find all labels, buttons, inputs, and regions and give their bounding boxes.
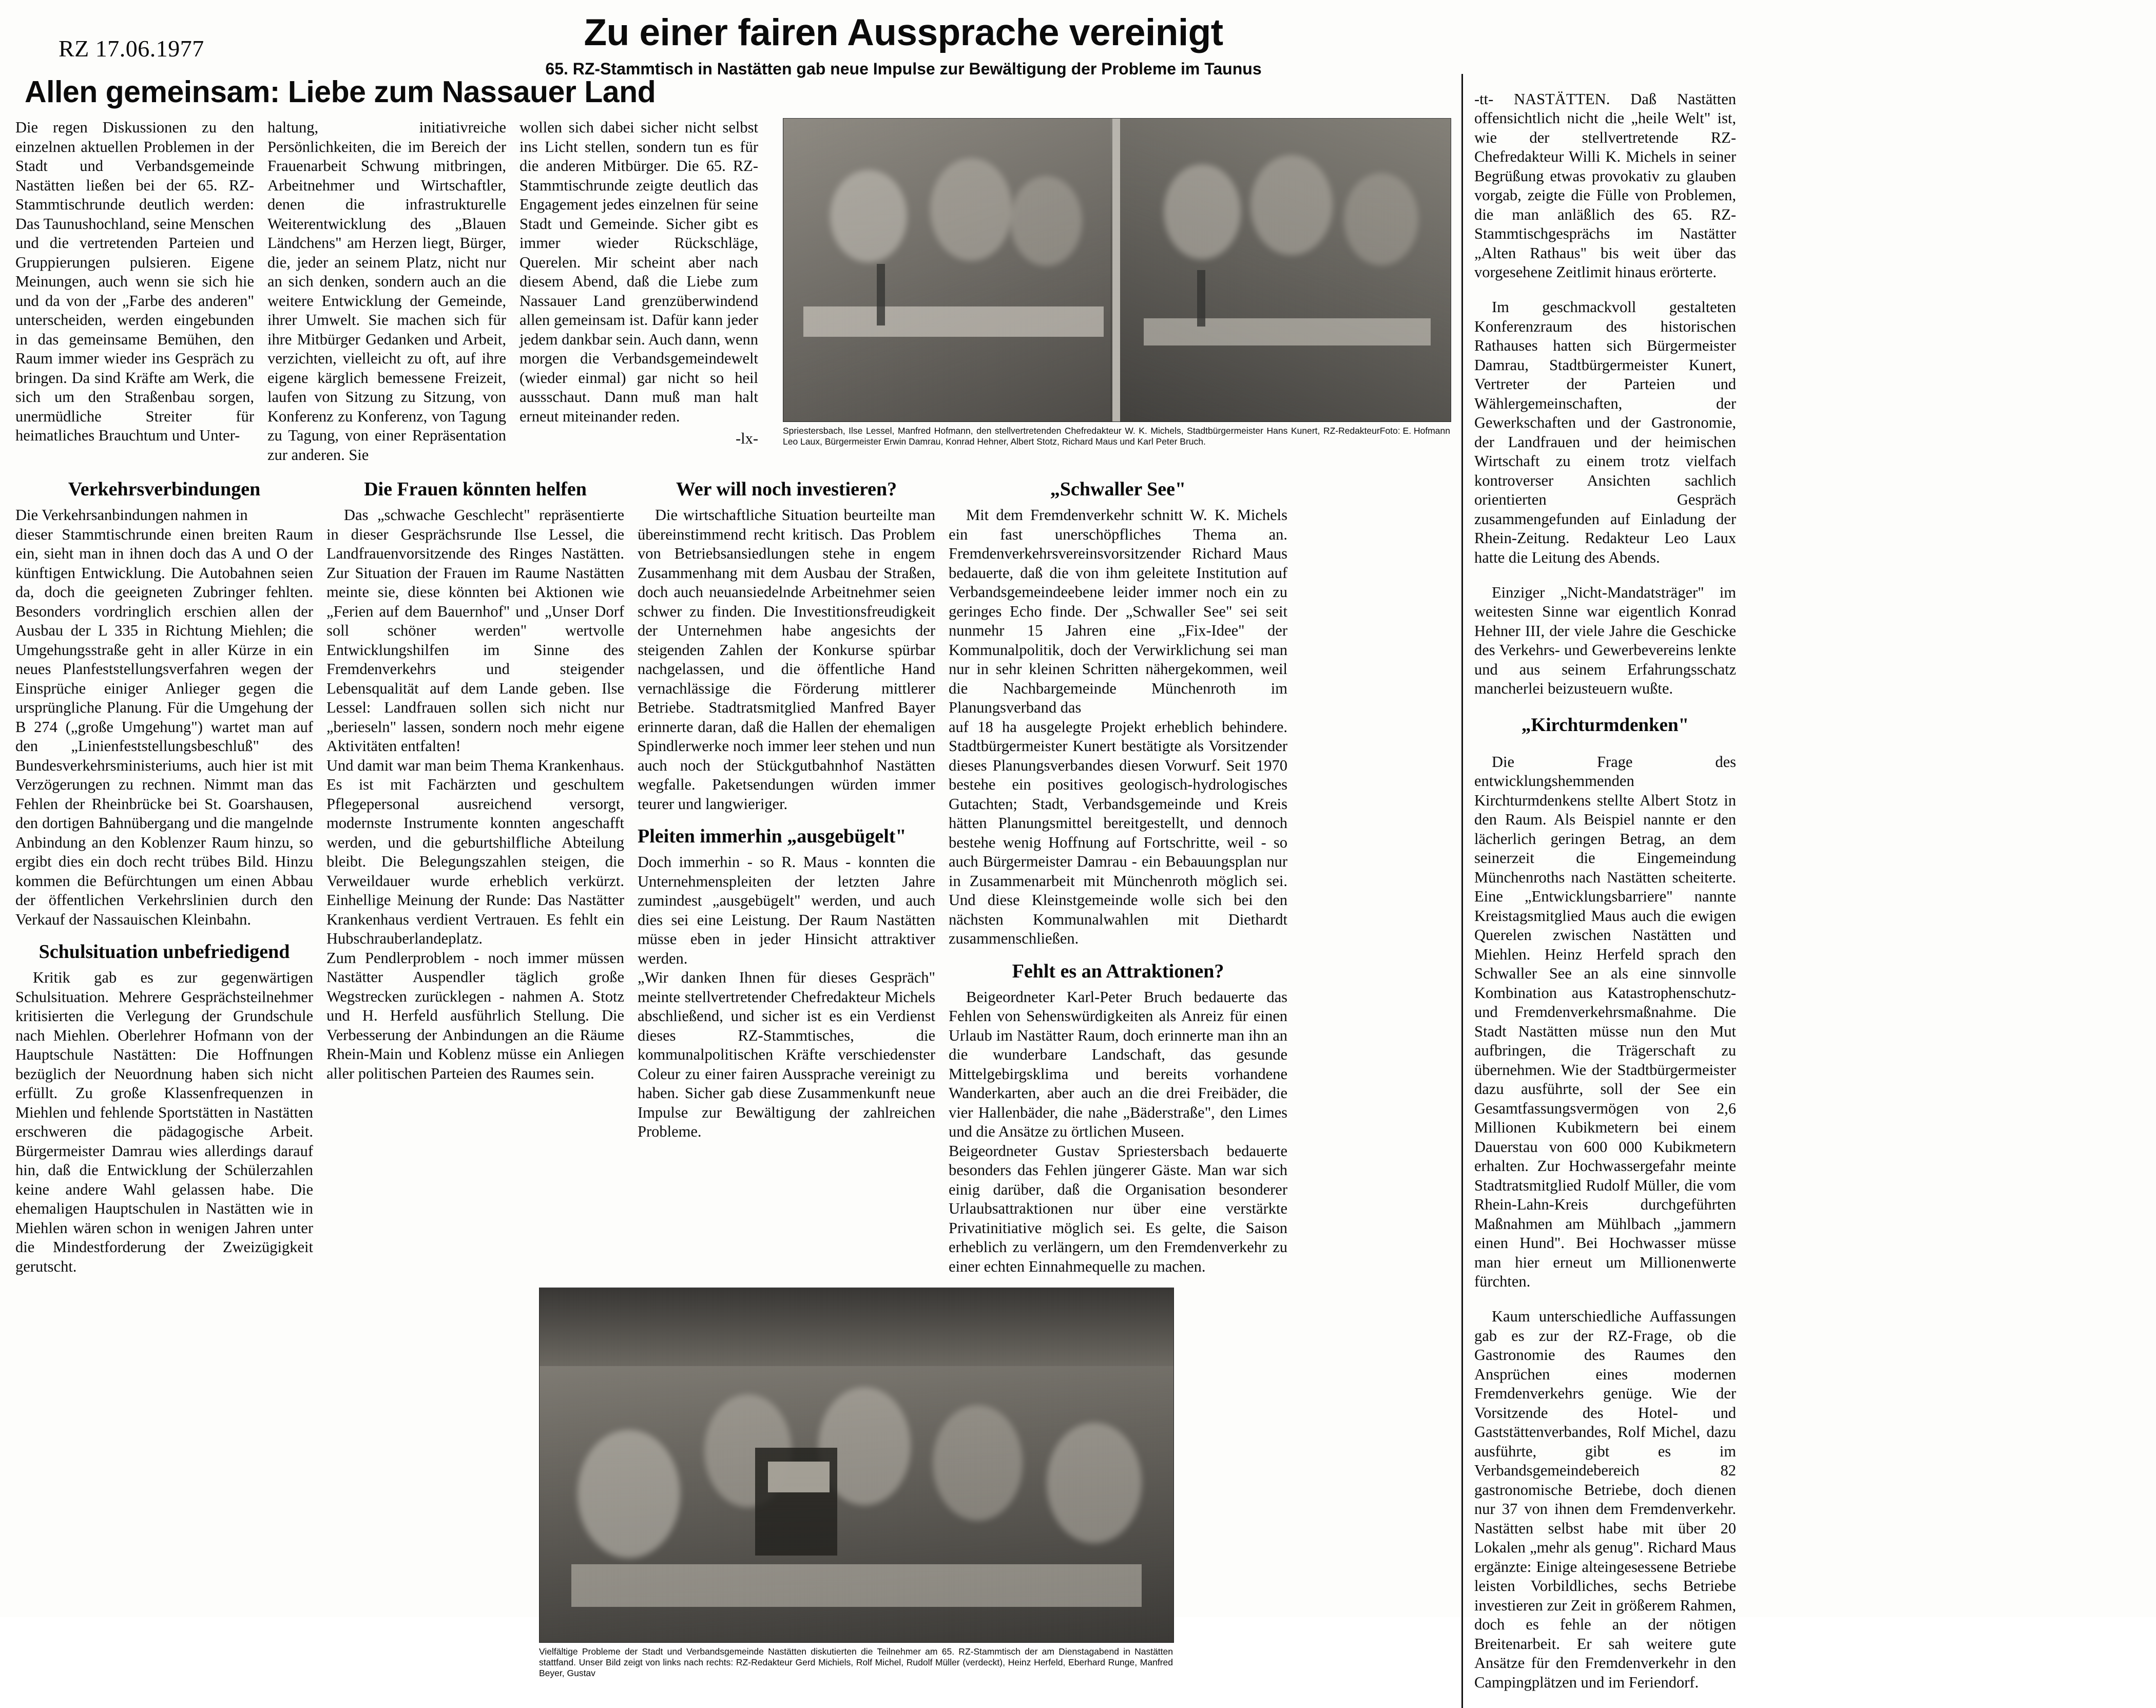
- column-3: [638, 478, 935, 1142]
- pleiten-paragraph-1: Doch immerhin - so R. Maus - konnten die Unternehmenspleiten der letzten Jahre zumindest „ausgebügelt" werden, und auch dies sei eine Leistung. Der Raum Nastätten müsse eben in jeder Hinsicht attraktiver werden.: [638, 853, 935, 967]
- page-subtitle: 65. RZ-Stammtisch in Nastätten gab neue Impulse zur Bewältigung der Probleme im Taunus: [545, 60, 1262, 78]
- investieren-paragraph-1: Die wirtschaftliche Situation beurteilte man übereinstimmend recht kritisch. Das Problem von Betriebsansiedlungen stehe in engem Zusammenhang mit dem Ausbau der Straßen, doch auch neuansiedelnde Arbeitnehmer seien schwer zu finden. Die Investitionsfreudigkeit der Unternehmen habe angesichts der steigenden Zahlen der Konkurse spürbar nachgelassen, und die öffentliche Hand vernachlässige die Förderung mittlerer Betriebe. Stadtratsmitglied Manfred Bayer erinnerte daran, daß die Hallen der ehemaligen Spindlerwerke noch immer leer stehen und nun auch noch der Stückgutbahnhof Nastätten wegfalle. Paketsendungen würden immer teurer und langwieriger.: [638, 506, 935, 813]
- lead-column-2: [267, 118, 506, 465]
- schule-paragraph-1: Kritik gab es zur gegenwärtigen Schulsituation. Mehrere Gesprächsteilnehmer kritisierten die Verlegung der Grundschule nach Miehlen. Oberlehrer Hofmann von der Hauptschule Nastätten: Die Hoffnungen bezüglich der Neuordnung haben sich nicht erfüllt. Zu große Klassenfrequenzen in Miehlen und fehlende Sportstätten in Nastätten erschweren die pädagogische Arbeit. Bürgermeister Damrau wies allerdings darauf hin, daß die Entwicklung der Schülerzahlen keine andere Wahl gelassen habe. Die ehemaligen Hauptschulen in Nastätten wie in Miehlen wären schon in wenigen Jahren unter die Mindestforderung der Zweizügigkeit gerutscht.: [15, 969, 313, 1275]
- verkehr-paragraph-2: dieser Stammtischrunde einen breiten Raum ein, sieht man in ihnen doch das A und O der künftigen Entwicklung. Die Autobahnen seien da, doch die geeigneten Zubringer fehlten. Besonders vordringlich erschien allen der Ausbau der L 335 in Richtung Miehlen; die Umgehungsstraße geht in aller Kürze in ein neues Planfeststellungsverfahren wegen der Einsprüche einiger Anlieger gegen die ursprüngliche Planung. Für die Umgehung der B 274 („große Umgehung") wartet man auf den „Linienfeststellungsbeschluß" des Bundesverkehrsministeriums, auch hier ist mit Verzögerungen zu rechnen. Nimmt man das Fehlen der Rheinbrücke bei St. Goarshausen, den dortigen Bahnübergang und die mangelnde Anbindung an den Koblenzer Raum hinzu, so ergibt dies ein doch recht trübes Bild. Hinzu kommen die Befürchtungen um einen Abbau der öffentlichen Verkehrslinien durch den Verkauf der Nassauischen Kleinbahn.: [15, 525, 313, 928]
- main-article-zone: [15, 74, 1450, 1678]
- section-heading-verkehr: Verkehrsverbindungen: [68, 478, 261, 500]
- lead-paragraph-2: haltung, initiativreiche Persönlichkeiten, die im Bereich der Frauenarbeit Schwung mitbringen, Arbeitnehmer und Wirtschaftler, denen die infrastrukturelle Weiterentwicklung des „Blauen Ländchens" am Herzen liegt, Bürger, die, jeder an seinem Platz, nicht nur an sich denken, sondern auch an die weitere Entwicklung der Gemeinde, ihrer Umwelt. Sie machen sich für ihre Mitbürger Gedanken und Arbeit, verzichten, vielleicht zu oft, auf ihre eigene kärglich bemessene Freizeit, laufen von Sitzung zu Sitzung, von Konferenz zu Konferenz, von Tagung zu Tagung, von einer Repräsentation zur anderen. Sie: [267, 119, 506, 464]
- lead-block: [15, 118, 1450, 465]
- bottom-photo-block: [539, 1288, 1173, 1679]
- frauen-paragraph-2: Und damit war man beim Thema Krankenhaus. Es ist mit Fachärzten und geschultem Pflegepersonal ausreichend versorgt, modernste Instrumente konnten angeschafft werden, und die geburtshilfliche Abteilung bleibt. Die Belegungszahlen steigen, die Verweildauer wurde erheblich verkürzt. Einhellige Meinung der Runde: Das Nastätter Krankenhaus verdient Vertrauen. Es fehlt ein Hubschrauberlandeplatz.: [326, 756, 624, 947]
- pleiten-paragraph-2: „Wir danken Ihnen für dieses Gespräch" meinte stellvertretender Chefredakteur Michels abschließend, und sicher ist es ein Verdienst dieses RZ-Stammtisches, die kommunalpolitischen Kräfte verschiedenster Coleur zu einer fairen Aussprache vereinigt zu haben. Sicher gab diese Zusammenkunft neue Impulse zur Bewältigung der zahlreichen Probleme.: [638, 969, 935, 1140]
- frauen-paragraph-3: Zum Pendlerproblem - noch immer müssen Nastätter Auspendler täglich große Wegstrecken zurücklegen - nahmen A. Stotz und H. Herfeld ausführlich Stellung. Die Verbesserung der Anbindungen an die Räume Rhein-Main und Koblenz müsse ein Anliegen aller politischen Parteien des Raumes sein.: [326, 949, 624, 1082]
- section-heading-schule: Schulsituation unbefriedigend: [38, 941, 290, 963]
- section-heading-pleiten: Pleiten immerhin „ausgebügelt": [638, 826, 907, 847]
- top-photo-caption-text: Spriestersbach, Ilse Lessel, Manfred Hofmann, den stellvertretenden Chefredakteur W. K. Michels, Stadtbürgermeister Hans Kunert, RZ-Redakteur Leo Laux, Bürgermeister Erwin Damrau, Konrad Hehner, Albert Stotz, Richard Maus und Karl Peter Bruch.: [783, 426, 1380, 447]
- article-columns: [15, 478, 1450, 1276]
- page-title: Zu einer fairen Aussprache vereinigt: [584, 12, 1223, 53]
- rail-paragraph-2: Im geschmackvoll gestalteten Konferenzraum des historischen Rathauses hatten sich Bürgermeister Damrau, Stadtbürgermeister Kunert, Vertreter der Parteien und Wählergemeinschaften, der Gewerkschaften und der Gastronomie, der Landfrauen und der heimischen Wirtschaft zu einem trotz vielfach kontroverser Ansichten sachlich orientierten Gespräch zusammengefunden auf Einladung der Rhein-Zeitung. Redakteur Leo Laux hatte die Leitung des Abends.: [1474, 298, 1736, 566]
- photo-stammtisch-table: [783, 118, 1451, 422]
- verkehr-paragraph-1: Die Verkehrsanbindungen nahmen in: [15, 506, 248, 524]
- lead-paragraph-1: Die regen Diskussionen zu den einzelnen aktuellen Problemen in der Stadt und Verbandsgemeinde Nastätten ließen bei der 65. RZ-Stammtischrunde deutlich werden: Das Taunushochland, seine Menschen und die vertretenden Parteien und Gruppierungen pulsieren. Eigene Meinungen, auch wenn sie sich hie und da von der „Farbe des anderen" unterscheiden, werden eingebunden in das gemeinsame Bemühen, den Raum immer wieder ins Gespräch zu bringen. Da sind Kräfte am Werk, die sich um den Straßenbau sorgen, unermüdliche Streiter für heimatliches Brauchtum und Unter-: [15, 119, 254, 444]
- top-photo-block: [783, 118, 1450, 447]
- attraktionen-paragraph-2: Beigeordneter Gustav Spriestersbach bedauerte besonders das Fehlen jüngerer Gäste. Man war sich einig darüber, daß die Organisation besonderer Urlaubsattraktionen nur über eine verstärkte Privatinitiative möglich sei. Es gelte, die Saison erheblich zu verlängern, um den Fremdenverkehr zu einer echten Einnahmequelle zu machen.: [949, 1142, 1287, 1275]
- article-banner-headline: Allen gemeinsam: Liebe zum Nassauer Land: [25, 75, 656, 109]
- section-heading-kirchturmdenken: „Kirchturmdenken": [1521, 715, 1689, 736]
- lead-paragraph-3: wollen sich dabei sicher nicht selbst ins Licht stellen, sondern tun es für die anderen Mitbürger. Die 65. RZ-Stammtischrunde zeigte deutlich das Engagement jedes einzelnen für seine Stadt und Gemeinde. Sicher gibt es immer wieder Rückschläge, Querelen. Mir scheint aber nach diesem Abend, daß die Liebe zum Nassauer Land grenzüberwindend allen gemeinsam ist. Dafür kann jeder jedem dankbar sein. Auch dann, wenn morgen die Verbandsgemeindewelt (wieder einmal) gar nicht so heil aussschaut. Dann muß man halt erneut miteinander reden.: [519, 119, 758, 425]
- photo-stammtisch-group: [539, 1288, 1174, 1643]
- column-1: [15, 478, 313, 1276]
- masthead: [15, 12, 2141, 78]
- headline-block: [185, 13, 1622, 79]
- lead-signature: -lx-: [735, 430, 758, 447]
- rail-paragraph-5: Kaum unterschiedliche Auffassungen gab es zur der RZ-Frage, ob die Gastronomie des Raumes den Ansprüchen eines modernen Fremdenverkehrs genüge. Wie der Vorsitzende des Hotel- und Gaststättenverbandes, Rolf Michel, dazu ausführte, gibt es im Verbandsgemeindebereich 82 gastronomische Betriebe, doch dienen nur 37 von ihnen dem Fremdenverkehr. Nastätten selbst habe mit über 20 Lokalen „mehr als genug". Richard Maus ergänzte: Einige alteingesessene Betriebe leisten Vorbildliches, sechs Betriebe investieren zur Zeit in größerem Rahmen, doch es fehle an der nötigen Breitenarbeit. Er sah weitere gute Ansätze für den Fremdenverkehr in den Campingplätzen und im Feriendorf.: [1474, 1308, 1736, 1691]
- issue-date: RZ 17.06.1977: [59, 35, 204, 62]
- top-photo-caption: [783, 426, 1450, 447]
- section-heading-schwaller: „Schwaller See": [1050, 478, 1186, 500]
- column-2: [326, 478, 624, 1083]
- rail-paragraph-1: -tt- NASTÄTTEN. Daß Nastätten offensichtlich nicht die „heile Welt" ist, wie der stellvertretende RZ-Chefredakteur Willi K. Michels in seiner Begrüßung etwas provokativ zu glauben vorgab, zeigte die Fülle von Problemen, die man anläßlich des 65. RZ-Stammtischgesprächs im Nastätter „Alten Rathaus" bis weit über das vorgesehene Zeitlimit hinaus erörterte.: [1474, 90, 1736, 281]
- sidebar-article: [1474, 74, 1736, 1708]
- section-heading-frauen: Die Frauen könnten helfen: [364, 478, 587, 500]
- rail-paragraph-4: Die Frage des entwicklungshemmenden Kirchturmdenkens stellte Albert Stotz in den Raum. Als Beispiel nannte er den lächerlich geringen Betrag, an dem seinerzeit die Eingemeindung Münchenroths nach Nastätten scheiterte. Eine „Entwicklungsbarriere" nannte Kreistagsmitglied Maus auch die ewigen Querelen zwischen Nastätten und Miehlen. Heinz Herfeld sprach den Schwaller See an als eine sinnvolle Kombination aus Katastrophenschutz- und Fremdenverkehrsmaßnahme. Die Stadt Nastätten müsse nun den Mut aufbringen, die Trägerschaft zu übernehmen. Wie der Stadtbürgermeister dazu ausführte, soll der See ein Gesamtfassungsvermögen von 2,6 Millionen Kubikmetern bei einem Dauerstau von 600 000 Kubikmetern erhalten. Zur Hochwassergefahr meinte Stadtratsmitglied Rudolf Müller, die vom Rhein-Lahn-Kreis durchgeführten Maßnahmen am Mühlbach „jammern einen Hund". Bei Hochwasser müsse man hier erneut um Millionenwerte fürchten.: [1474, 753, 1736, 1290]
- section-heading-investieren: Wer will noch investieren?: [676, 478, 897, 500]
- bottom-photo-caption: Vielfältige Probleme der Stadt und Verbandsgemeinde Nastätten diskutierten die Teilnehmer am 65. RZ-Stammtisch der am Dienstagabend in Nastätten stattfand. Unser Bild zeigt von links nach rechts: RZ-Redakteur Gerd Michiels, Rolf Michel, Rudolf Müller (verdeckt), Heinz Herfeld, Eberhard Runge, Manfred Beyer, Gustav: [539, 1646, 1173, 1678]
- column-4: [949, 478, 1287, 1276]
- page-layout: [15, 74, 2141, 1708]
- schwaller-paragraph-1: Mit dem Fremdenverkehr schnitt W. K. Michels ein fast unerschöpfliches Thema an. Fremdenverkehrsvereinsvorsitzender Richard Maus bedauerte, daß die von ihm geleitete Institution auf Verbandsgemeindeebene leider immer noch ein zu geringes Echo finde. Der „Schwaller See" sei seit nunmehr 15 Jahren eine „Fix-Idee" der Kommunalpolitik, doch der Verwirklichung sei man nur in sehr kleinen Schritten nähergekommen, weil die Nachbargemeinde Münchenroth im Planungsverband das: [949, 506, 1287, 716]
- vertical-rule: [1461, 74, 1463, 1708]
- rail-paragraph-3: Einziger „Nicht-Mandatsträger" im weitesten Sinne war eigentlich Konrad Hehner III, der viele Jahre die Geschicke des Verkehrs- und Gewerbevereins lenkte und aus seinem Erfahrungsschatz mancherlei beizusteuern wußte.: [1474, 583, 1736, 697]
- lead-column-1: [15, 118, 254, 446]
- lead-column-3: [519, 118, 758, 449]
- attraktionen-paragraph-1: Beigeordneter Karl-Peter Bruch bedauerte das Fehlen von Sehenswürdigkeiten als Anreiz für einen Urlaub im Nastätter Raum, doch erinnerte man ihn an die wunderbare Landschaft, das gesunde Mittelgebirgsklima und bereits vorhandene Wanderkarten, aber auch an die drei Freibäder, die vier Hallenbäder, die nahe „Bäderstraße", den Limes und die Ansätze zu örtlichen Museen.: [949, 988, 1287, 1140]
- section-heading-attraktionen: Fehlt es an Attraktionen?: [1012, 960, 1224, 982]
- frauen-paragraph-1: Das „schwache Geschlecht" repräsentierte in dieser Gesprächsrunde Ilse Lessel, die Landfrauenvorsitzende des Ringes Nastätten. Zur Situation der Frauen im Raume Nastätten meinte sie, diese könnten bei Aktionen wie „Ferien auf dem Bauernhof" und „Unser Dorf soll schöner werden" wertvolle Entwicklungshilfen im Sinne des Fremdenverkehrs und steigender Lebensqualität auf dem Lande geben. Ilse Lessel: Landfrauen sollen sich nicht nur „berieseln" lassen, sondern noch mehr eigene Aktivitäten entfalten!: [326, 506, 624, 755]
- top-photo-credit: Foto: E. Hofmann: [1379, 426, 1450, 436]
- schwaller-paragraph-2: auf 18 ha ausgelegte Projekt erheblich behindere. Stadtbürgermeister Kunert bestätigte als Vorsitzender dieses Planungsverbandes diesen Vorwurf. Seit 1970 bestehe ein positives geologisch-hydrologisches Gutachten; Stadt, Verbandsgemeinde und Kreis hätten Planungsmittel bereitgestellt, und dennoch bestehe wenig Hoffnung auf Fortschritte, weil - so auch Bürgermeister Damrau - ein Bebauungsplan nur in Zusammenarbeit mit Münchenroth möglich sei. Und diese Kleinstgemeinde wolle sich bei den nächsten Kommunalwahlen mit Diethardt zusammenschließen.: [949, 718, 1287, 947]
